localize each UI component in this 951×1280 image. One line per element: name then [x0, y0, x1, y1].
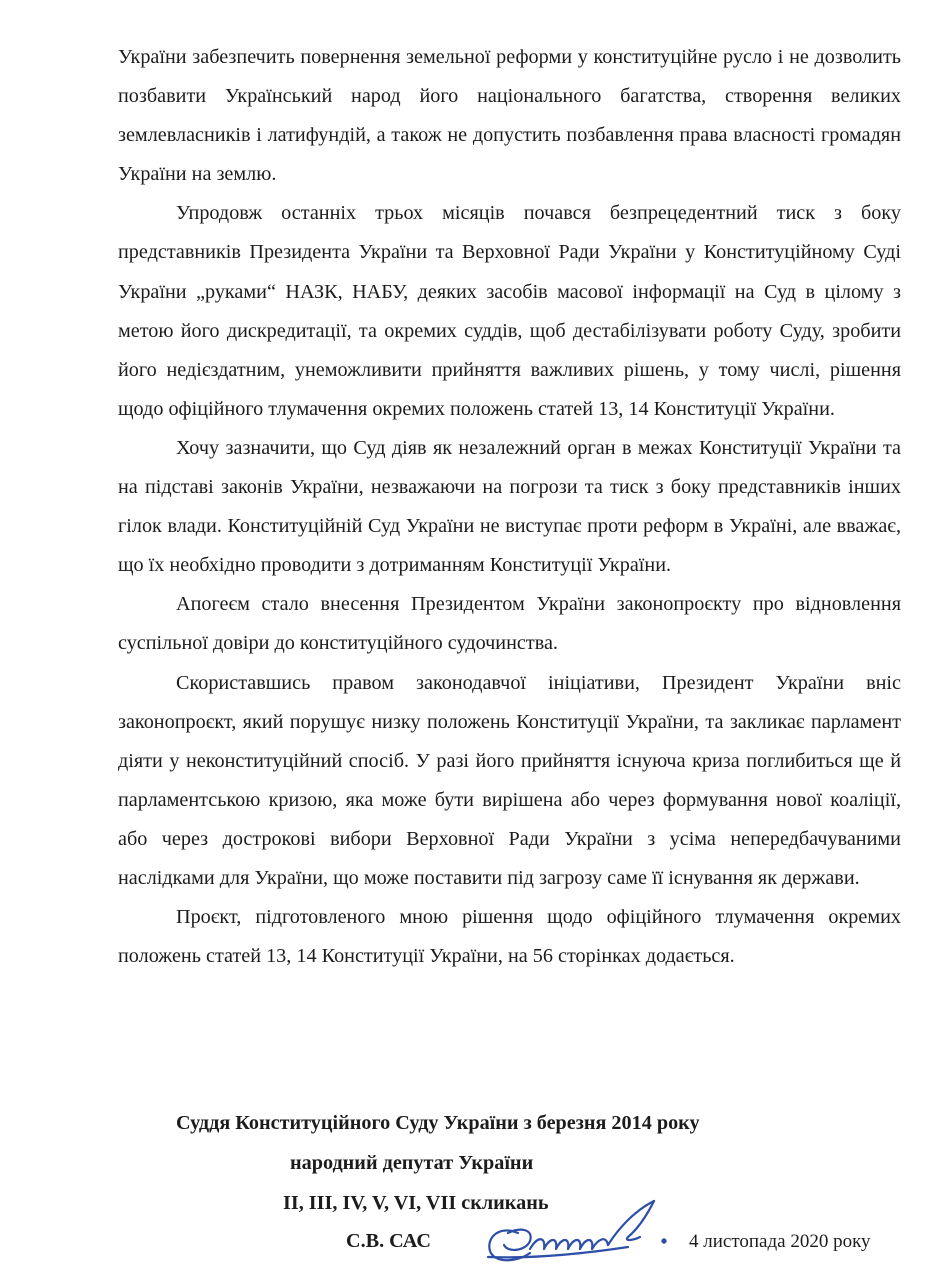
- paragraph-5: Скориставшись правом законодавчої ініціативи, Президент України вніс законопроєкт, який порушує низку положень Конституції України, та закликає парламент діяти у неконституційний спосіб. У разі його прийняття існуюча криза поглибиться ще й парламентською кризою, яка може бути вирішена або через формування нової коаліції, або через дострокові вибори Верховної Ради України з усіма непередбачуваними наслідками для України, що може поставити під загрозу саме її існування як держави.: [118, 671, 901, 889]
- signature-title-line: Суддя Конституційного Суду України з березня 2014 року: [176, 1112, 700, 1134]
- signatory-name: С.В. САС: [346, 1230, 431, 1252]
- paragraph-1: України забезпечить повернення земельної реформи у конституційне русло і не дозволить позбавити Український народ його національного багатства, створення великих землевласників і латифундій, а також не допустить позбавлення права власності громадян України на землю.: [118, 46, 901, 186]
- signature-convocations-line: II, III, IV, V, VI, VII скликань: [283, 1192, 549, 1214]
- paragraph-2: Упродовж останніх трьох місяців почався безпрецедентний тиск з боку представників Президента України та Верховної Ради України у Конституційному Суді України „руками“ НАЗК, НАБУ, деяких засобів масової інформації на Суд в цілому з метою його дискредитації, та окремих суддів, щоб дестабілізувати роботу Суду, зробити його недієздатним, унеможливити прийняття важливих рішень, у тому числі, рішення щодо офіційного тлумачення окремих положень статей 13, 14 Конституції України.: [118, 202, 901, 420]
- paragraph-3: Хочу зазначити, що Суд діяв як незалежний орган в межах Конституції України та на підставі законів України, незважаючи на погрози та тиск з боку представників інших гілок влади. Конституційній Суд України не виступає проти реформ в Україні, але вважає, що їх необхідно проводити з дотриманням Конституції України.: [118, 436, 901, 577]
- paragraph-4: Апогеєм стало внесення Президентом України законопроєкту про відновлення суспільної довіри до конституційного судочинства.: [118, 593, 901, 655]
- paragraph-6: Проєкт, підготовленого мною рішення щодо офіційного тлумачення окремих положень статей 13, 14 Конституції України, на 56 сторінках додається.: [118, 906, 901, 968]
- signature-date: 4 листопада 2020 року: [689, 1231, 871, 1252]
- signature-deputy-line: народний депутат України: [290, 1152, 534, 1174]
- handwritten-signature: [478, 1193, 678, 1271]
- letter-body: [118, 38, 901, 976]
